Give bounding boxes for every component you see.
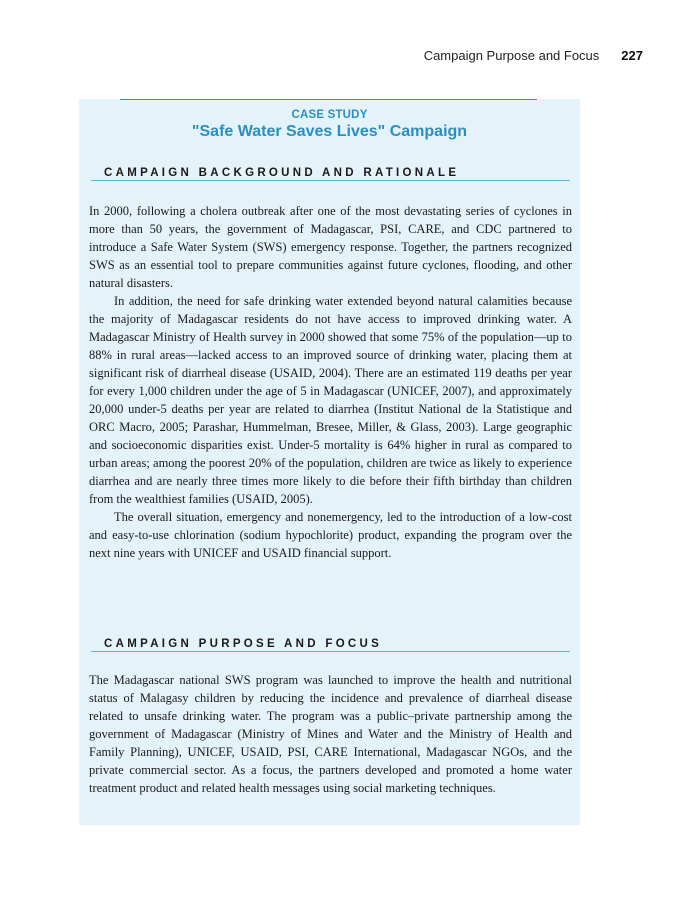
paragraph: The Madagascar national SWS program was launched to improve the health and nutritional status of Malagasy children by reducing the incidence and prevalence of diarrheal disease related to unsafe drinking water. The program was a public–private partnership among the government of Madagascar (Ministry of Mines and Water and the Ministry of Health and Family Planning), UNICEF, USAID, PSI, CARE International, Madagascar NGOs, and the private commercial sector. As a focus, the partners developed and promoted a home water treatment product and related health messages using social marketing techniques. xyxy=(89,673,572,795)
case-study-top-rule xyxy=(120,99,537,100)
case-study-title: "Safe Water Saves Lives" Campaign xyxy=(191,123,468,140)
paragraph: In 2000, following a cholera outbreak after one of the most devastating series of cyclones in more than 50 years, the government of Madagascar, PSI, CARE, and CDC partnered to introduce a Safe Water System (SWS) emergency response. Together, the partners recognized SWS as an essential tool to prepare communities against future cyclones, flooding, and other natural disasters. xyxy=(89,204,572,290)
section-rule-purpose xyxy=(91,651,570,652)
paragraph: The overall situation, emergency and nonemergency, led to the introduction of a low-cost and easy-to-use chlorination (sodium hypochlorite) product, expanding the program over the next nine years with UNICEF and USAID financial support. xyxy=(89,510,572,560)
section-heading-purpose: CAMPAIGN PURPOSE AND FOCUS xyxy=(104,638,383,650)
running-head xyxy=(424,48,643,63)
page-number: 227 xyxy=(621,48,643,63)
case-study-label: CASE STUDY xyxy=(291,109,368,121)
paragraph: In addition, the need for safe drinking water extended beyond natural calamities because the majority of Madagascar residents do not have access to improved drinking water. A Madagascar Ministry of Health survey in 2000 showed that some 75% of the population—up to 88% in rural areas—lacked access to an improved source of drinking water, placing them at significant risk of diarrheal disease (USAID, 2004). There are an estimated 119 deaths per year for every 1,000 children under the age of 5 in Madagascar (UNICEF, 2007), and approximately 20,000 under-5 deaths per year are related to diarrhea (Institut National de la Statistique and ORC Macro, 2005; Parashar, Hummelman, Bresee, Miller, & Glass, 2003). Large geographic and socioeconomic disparities exist. Under-5 mortality is 64% higher in rural as compared to urban areas; among the poorest 20% of the population, children are twice as likely to experience diarrhea and are nearly three times more likely to die before their fifth birthday than children from the wealthiest families (USAID, 2005). xyxy=(89,294,572,506)
section-body-background xyxy=(89,202,572,562)
running-head-title: Campaign Purpose and Focus xyxy=(423,48,600,63)
section-body-purpose xyxy=(89,671,572,797)
case-study-box xyxy=(79,99,580,825)
section-rule-background xyxy=(91,180,570,181)
section-heading-background: CAMPAIGN BACKGROUND AND RATIONALE xyxy=(104,167,460,179)
